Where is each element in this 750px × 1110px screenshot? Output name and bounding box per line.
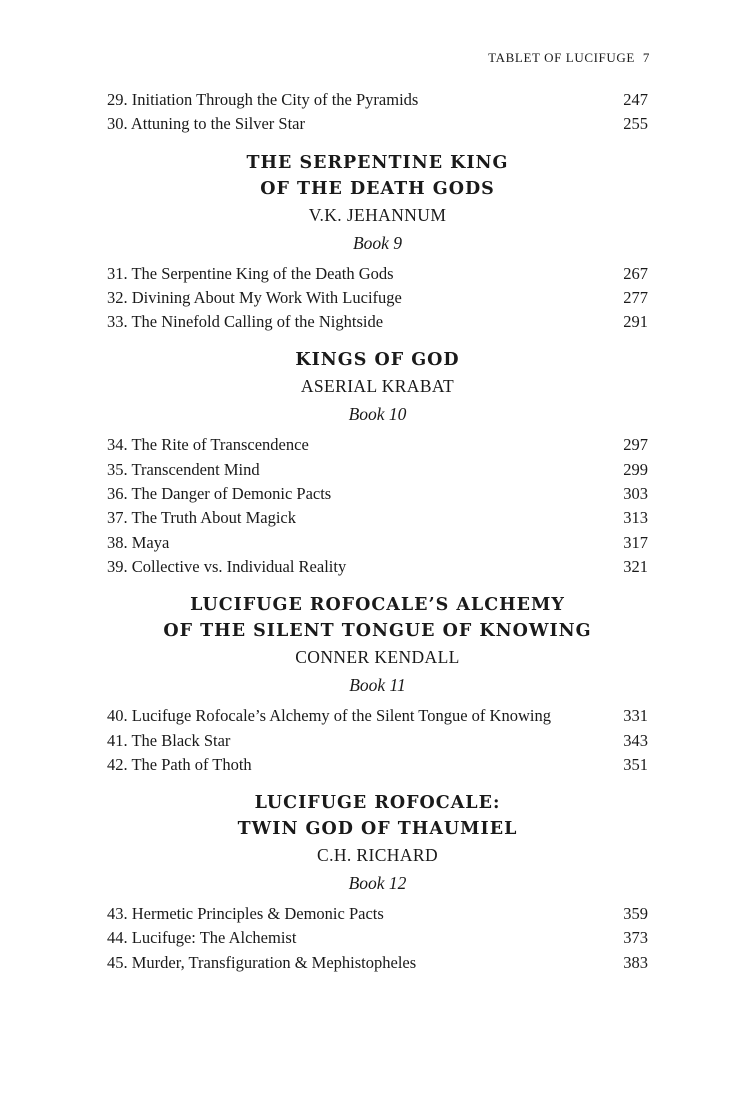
toc-entry: [107, 729, 648, 753]
toc-entry: [107, 951, 648, 975]
toc-entry: [107, 902, 648, 926]
entry-page-number: 291: [623, 312, 648, 332]
entry-title: 35. Transcendent Mind: [107, 459, 260, 479]
page-number: 7: [642, 50, 650, 65]
section-author: CONNER KENDALL: [295, 647, 460, 668]
entry-title: 39. Collective vs. Individual Reality: [107, 556, 347, 576]
toc-entry: [107, 555, 648, 579]
entry-page-number: 317: [623, 532, 648, 552]
section-title: OF THE SILENT TONGUE OF KNOWING: [163, 621, 592, 642]
running-header: [488, 50, 650, 66]
book-section: [107, 347, 648, 579]
entry-page-number: 383: [623, 952, 648, 972]
toc-entry: [107, 433, 648, 457]
toc-entry: [107, 112, 648, 136]
entry-title: 31. The Serpentine King of the Death Gods: [107, 263, 394, 283]
book-section: [107, 150, 648, 335]
book-number: Book 12: [348, 873, 407, 894]
entry-title: 44. Lucifuge: The Alchemist: [107, 928, 297, 948]
toc-entry: [107, 88, 648, 112]
toc-entry: [107, 531, 648, 555]
entry-page-number: 297: [623, 435, 648, 455]
section-title: LUCIFUGE ROFOCALE’S ALCHEMY: [190, 595, 565, 616]
entry-page-number: 351: [623, 754, 648, 774]
entry-title: 29. Initiation Through the City of the Pyramids: [107, 90, 419, 109]
table-of-contents: [107, 88, 648, 975]
section-author: ASERIAL KRABAT: [300, 376, 455, 397]
book-section: [107, 592, 648, 777]
toc-entry: [107, 286, 648, 310]
section-title: THE SERPENTINE KING: [246, 152, 509, 173]
toc-entry: [107, 753, 648, 777]
toc-entry: [107, 458, 648, 482]
entry-title: 36. The Danger of Demonic Pacts: [107, 484, 332, 504]
entry-title: 30. Attuning to the Silver Star: [107, 114, 305, 134]
entry-page-number: 267: [623, 263, 648, 283]
section-title: LUCIFUGE ROFOCALE:: [254, 793, 501, 814]
section-author: V.K. JEHANNUM: [308, 204, 447, 225]
book-section: [107, 790, 648, 975]
section-entries: [107, 704, 648, 777]
section-title: OF THE DEATH GODS: [260, 178, 495, 199]
book-number: Book 11: [349, 675, 406, 696]
lead-entries: [107, 88, 648, 137]
entry-title: 40. Lucifuge Rofocale’s Alchemy of the Silent Tongue of Knowing: [107, 706, 551, 726]
book-number: Book 10: [348, 404, 407, 425]
toc-entry: [107, 310, 648, 334]
toc-entry: [107, 262, 648, 286]
entry-page-number: 373: [623, 928, 648, 948]
entry-title: 38. Maya: [107, 532, 170, 552]
entry-page-number: 255: [623, 114, 648, 134]
section-entries: [107, 433, 648, 579]
book-number: Book 9: [352, 232, 403, 253]
entry-page-number: 343: [623, 730, 648, 750]
entry-title: 34. The Rite of Transcendence: [107, 435, 309, 455]
toc-entry: [107, 482, 648, 506]
section-title: TWIN GOD OF THAUMIEL: [237, 819, 518, 840]
section-title: KINGS OF GOD: [295, 350, 460, 371]
entry-page-number: 321: [623, 556, 648, 576]
entry-title: 41. The Black Star: [107, 730, 231, 750]
entry-title: 42. The Path of Thoth: [107, 754, 252, 774]
entry-page-number: 331: [623, 706, 648, 726]
entry-title: 33. The Ninefold Calling of the Nightside: [107, 312, 384, 332]
entry-page-number: 299: [623, 459, 648, 479]
entry-page-number: 359: [623, 904, 648, 924]
entry-page-number: 247: [623, 90, 648, 109]
entry-page-number: 277: [623, 287, 648, 307]
entry-title: 32. Divining About My Work With Lucifuge: [107, 287, 402, 307]
entry-title: 37. The Truth About Magick: [107, 508, 297, 528]
section-entries: [107, 902, 648, 975]
entry-page-number: 313: [623, 508, 648, 528]
toc-entry: [107, 926, 648, 950]
entry-page-number: 303: [623, 484, 648, 504]
toc-entry: [107, 506, 648, 530]
running-header-title: TABLET OF LUCIFUGE: [488, 50, 635, 65]
entry-title: 45. Murder, Transfiguration & Mephistopheles: [107, 952, 417, 972]
sections: [107, 150, 648, 975]
section-author: C.H. RICHARD: [317, 845, 438, 866]
entry-title: 43. Hermetic Principles & Demonic Pacts: [107, 904, 384, 924]
toc-entry: [107, 704, 648, 728]
section-entries: [107, 262, 648, 335]
